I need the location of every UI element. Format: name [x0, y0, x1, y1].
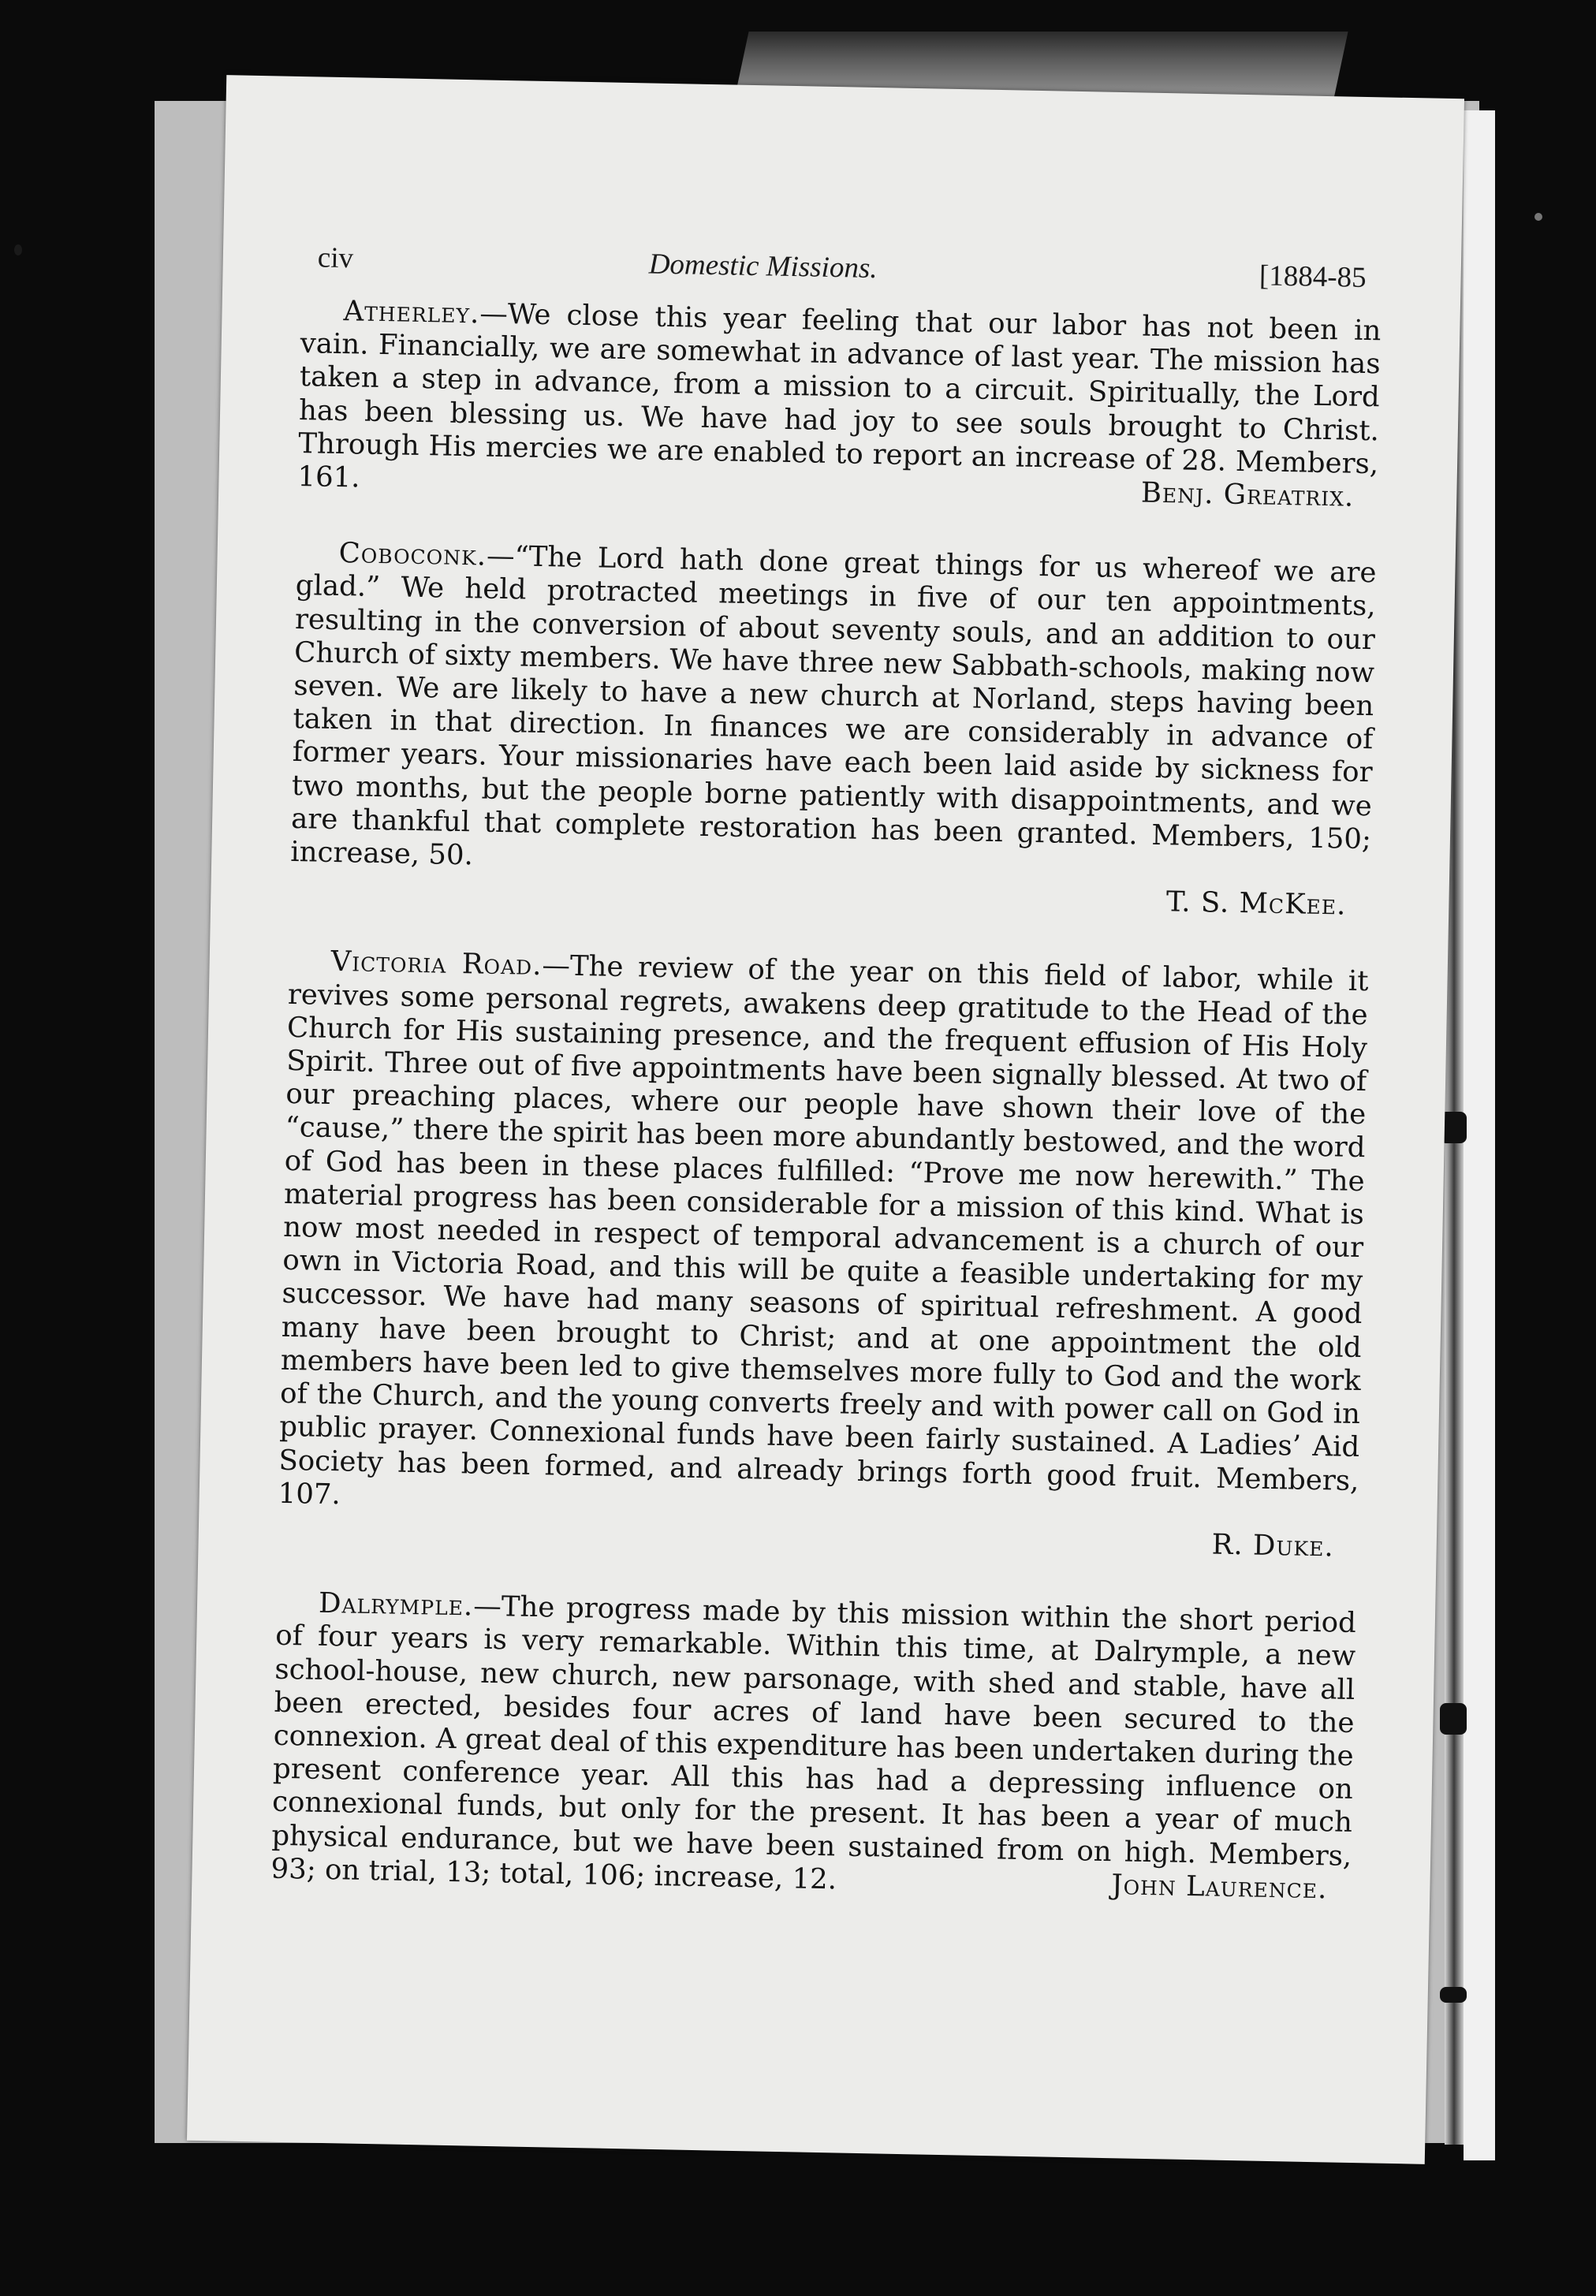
running-title: Domestic Missions. — [648, 248, 878, 285]
facing-page-strip — [1464, 110, 1495, 2160]
binding-stitch — [1440, 1703, 1467, 1735]
report-signature: T. S. McKee. — [1165, 885, 1347, 922]
report-paragraph — [270, 1586, 1356, 1906]
book-page — [187, 75, 1464, 2164]
report-text: —The progress made by this mission within the short period of four years is very remarkable. Within this time, at Dalrymple, a new school-house, new church, new parsonage, with shed and stable, have all been erected, besides four acres of land have been secured to the connexion. A great deal of this expenditure has been undertaken during the present conference year. All this has had a depressing influence on connexional funds, but only for the present. It has been a year of much physical endurance, but we have been sustained from on high. Members, 93; on trial, 13; total, 106; increase, 12. — [270, 1590, 1357, 1896]
report-signature: John Laurence. — [1111, 1868, 1328, 1906]
scan-speck — [1534, 213, 1542, 221]
binding-stitch — [1440, 1987, 1467, 2003]
mission-heading: Atherley. — [343, 295, 480, 330]
mission-report-coboconk — [289, 536, 1377, 922]
scan-speck — [14, 244, 22, 255]
mission-report-atherley — [297, 294, 1382, 514]
running-years: [1884-85 — [1259, 259, 1367, 294]
report-paragraph — [278, 945, 1369, 1531]
mission-report-victoria-road — [278, 945, 1369, 1564]
report-signature: R. Duke. — [1211, 1528, 1335, 1564]
report-text: —The review of the year on this field of labor, while it revives some personal regrets, awakens deep gratitude to the Head of the Church for His sustaining presence, and the frequent effusion of His Holy Spirit. Three out of five appointments have been signally blessed. At two of our preaching places, where our people have shown their love of the “cause,” there the spirit has been more abundantly bestowed, and the word of God has been in these places fulfilled: “Prove me now herewith.” The material progress has been considerable for a mission of this kind. What is now most needed in respect of temporal advancement is a church of our own in Victoria Road, and this will be quite a feasible undertaking for my successor. We have had many seasons of spiritual refreshment. A good many have been brought to Christ; and at one appointment the old members have been led to give themselves more fully to God and the work of the Church, and the young converts freely and with power call on God in public prayer. Connexional funds have been fairly sustained. A Ladies’ Aid Society has been formed, and already brings forth good fruit. Members, 107. — [278, 949, 1369, 1511]
mission-heading: Coboconk. — [338, 537, 487, 572]
page-body — [270, 294, 1382, 1949]
report-paragraph — [290, 536, 1377, 889]
mission-heading: Victoria Road. — [330, 945, 543, 982]
running-head — [317, 240, 1367, 300]
report-text: —“The Lord hath done great things for us whereof we are glad.” We held protracted meetings in five of our ten appointments, resulting in the conversion of about seventy souls, and an addition to our Church of sixty members. We have three new Sabbath-schools, making now seven. We are likely to have a new church at Norland, steps having been taken in that direction. In finances we are considerably in advance of former years. Your missionaries have each been laid aside by sickness for two months, but the people borne patiently with disappointments, and we are thankful that complete restoration has been granted. Members, 150; increase, 50. — [289, 539, 1377, 872]
report-text: —We close this year feeling that our labor has not been in vain. Financially, we are somewhat in advance of last year. The mission has taken a step in advance, from a mission to a circuit. Spiritually, the Lord has been blessing us. We have had joy to see souls brought to Christ. Through His mercies we are enabled to report an increase of 28. Members, 161. — [297, 297, 1382, 494]
mission-heading: Dalrymple. — [318, 1586, 474, 1623]
report-paragraph — [297, 294, 1382, 514]
mission-report-dalrymple — [270, 1586, 1356, 1906]
report-signature: Benj. Greatrix. — [1140, 476, 1355, 513]
page-number: civ — [317, 241, 354, 275]
